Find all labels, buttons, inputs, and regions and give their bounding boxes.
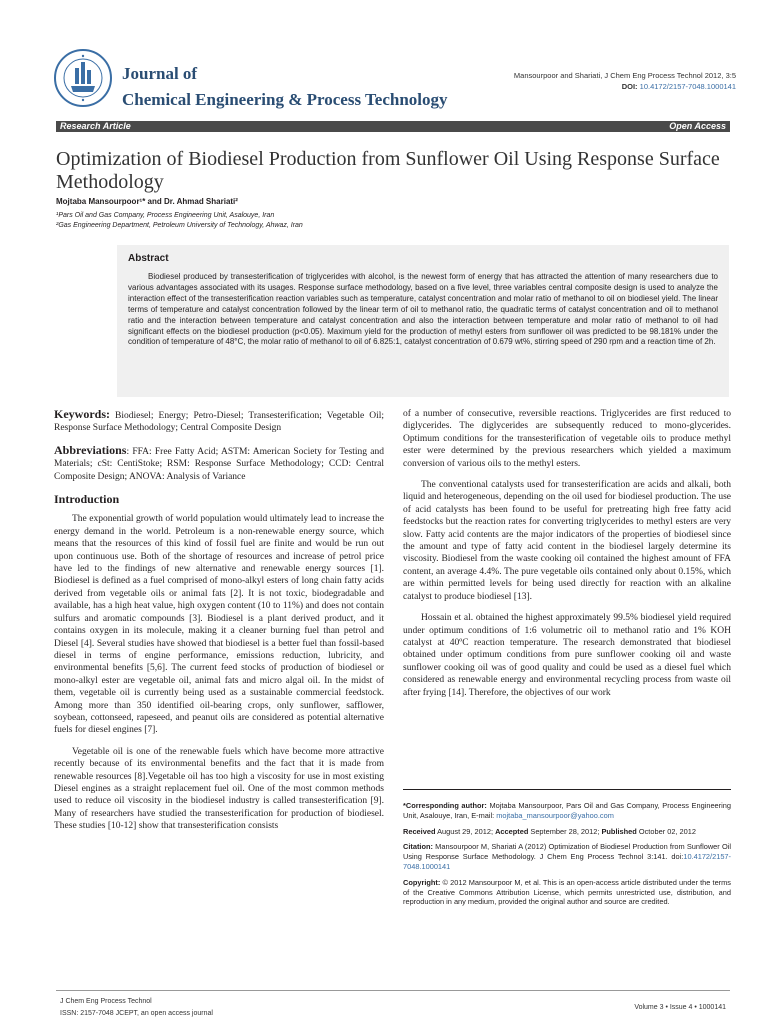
footer-issn: ISSN: 2157-7048 JCEPT, an open access journal [60,1010,213,1017]
corresponding-author [403,801,731,821]
abbreviations-paragraph [54,444,384,483]
corresponding-author-text: Mojtaba Mansourpoor, Pars Oil and Gas Company, Process Engineering Unit, Asalouye, Iran, E-mail: [403,801,731,820]
page-footer [56,990,730,1017]
accepted-date: September 28, 2012; [528,826,602,836]
citation-line: Mansourpoor and Shariati, J Chem Eng Process Technol 2012, 3:5 [513,71,736,80]
right-paragraph-2: The conventional catalysts used for transesterification are acids and alkali, both liquid and heterogeneous, depending on the oil used for biodiesel production. The use of acid catalysts has been found to be useful for pretreating high free fatty acid feedstocks but the reaction rates for converting triglycerides to methyl esters are very slow. Fatty acid contents are the major indicators of the properties of biodiesel since the amount and type of fatty acid content in the biodiesel largely determine its viscosity. Biodiesel from the waste cooking oil contained the highest amount of FFA content, an average 4.4%. The pure vegetable oils contained only about 0.15%, which are within permitted levels for being used directly for reaction with an alkaline catalyst to produce biodiesel [13]. [403,480,731,602]
abstract-heading: Abstract [128,253,169,264]
header-citation [514,70,736,92]
open-access-label: Open Access [669,121,726,131]
corresponding-author-label: *Corresponding author: [403,801,487,810]
accepted-label: Accepted [495,826,529,836]
copyright-label: Copyright: [403,877,441,887]
footer-journal: J Chem Eng Process Technol [60,998,152,1005]
keywords-text: Biodiesel; Energy; Petro-Diesel; Transesterification; Vegetable Oil; Response Surface Methodology; Central Composite Design [54,411,384,434]
abstract-box [117,245,729,397]
keywords-paragraph [54,408,384,435]
doi-label: DOI: [621,82,638,91]
dates-line [403,827,731,837]
correspondence-divider [403,789,731,790]
journal-logo-icon [53,48,113,108]
intro-paragraph-2: Vegetable oil is one of the renewable fuels which have become more attractive recently because of its environmental benefits and the fact that it is made from renewable resources [8].Vegetable oil has too high a viscosity for use in most existing Diesel engines as a straight replacement fuel oil. One of the most common methods used to reduce oil viscosity in the biodiesel industry is called transesterification [9]. Many of researchers have studied the transesterification for production of biodiesel. These studies [10-12] show that transesterification consists [54,746,384,832]
journal-title-line2: Chemical Engineering & Process Technology [122,90,448,109]
published-label: Published [601,826,637,836]
copyright-block [403,878,731,907]
citation-label: Citation: [403,842,433,852]
article-authors: Mojtaba Mansourpoor¹* and Dr. Ahmad Shariati² [56,197,238,206]
journal-title [122,63,448,111]
introduction-heading: Introduction [54,492,120,507]
right-paragraph-1: of a number of consecutive, reversible reactions. Triglycerides are first reduced to diglycerides. The diglycerides are subsequently reduced to mono-glycerides. Optimum conditions for the transesterification of vegetable oils to produce methyl ester were determined by the previous researchers which yielded a maximum conversion of various oils to the methyl esters. [403,409,731,469]
footer-volume: Volume 3 • Issue 4 • 1000141 [634,1004,726,1011]
citation-text: Mansourpoor M, Shariati A (2012) Optimization of Biodiesel Production from Sunflower Oil Using Response Surface Methodology. J Chem Eng Process Technol 3:141. doi: [403,842,731,862]
published-date: October 02, 2012 [636,826,696,836]
citation-doi-link[interactable]: 10.4172/2157-7048.1000141 [403,852,731,871]
abbreviations-text: : FFA: Free Fatty Acid; ASTM: American Society for Testing and Materials; cSt: CentiStoke; RSM: Response Surface Methodology; CCD: Central Composite Design; ANOVA: Analysis of Variance [54,446,384,482]
research-article-label: Research Article [60,121,131,131]
keywords-label: Keywords: [54,407,110,421]
right-column [403,408,731,699]
doi-link[interactable]: 10.4172/2157-7048.1000141 [639,82,736,91]
affiliation-1: ¹Pars Oil and Gas Company, Process Engineering Unit, Asalouye, Iran [56,212,275,219]
copyright-text: © 2012 Mansourpoor M, et al. This is an open-access article distributed under the terms of the Creative Commons Attribution License, which permits unrestricted use, distribution, and reproduction in any medium, provided the original author and source are credited. [403,877,731,907]
article-title: Optimization of Biodiesel Production from Sunflower Oil Using Response Surface Methodology [56,148,720,193]
affiliation-2: ²Gas Engineering Department, Petroleum University of Technology, Ahwaz, Iran [56,222,303,229]
received-date: August 29, 2012; [435,826,496,836]
correspondence-box [403,789,731,913]
abstract-text: Biodiesel produced by transesterification of triglycerides with alcohol, is the newest form of energy that has attracted the attention of many researchers due to various advantages associated with its usages. Response surface methodology, based on a five level, three variables central composite design is used to analyze the interaction effect of the transesterification reaction variables such as temperature, catalyst concentration and molar ratio of methanol to oil on biodiesel yield. The linear terms of temperature and catalyst concentration followed by the linear term of oil to methanol ratio, the quadratic terms of catalyst concentration and oil to methanol ratio and the interaction between temperature and catalyst concentration and also the interaction between temperature and molar ratio of methanol to oil had significant effects on the biodiesel production (p<0.05). Maximum yield for the production of methyl esters from sunflower oil was predicted to be 98.181% under the condition of temperature of 48°C, the molar ratio of methanol to oil of 6.825:1, catalyst concentration of 0.679 wt%, stirring speed of 290 rpm and a reaction time of 2h. [128,272,718,347]
abbreviations-label: Abbreviations [54,442,127,457]
citation-block [403,842,731,871]
right-paragraph-3: Hossain et al. obtained the highest approximately 99.5% biodiesel yield required under optimum conditions of 1:6 volumetric oil to methanol ratio and 1% KOH catalyst at 40ºC reaction temperature. The research demonstrated that biodiesel obtained under optimum conditions from pure sunflower cooking oil and waste sunflower cooking oil was of good quality and could be used as a diesel fuel which considered as renewable energy and environmental recycling process from waste oil after frying [14]. Therefore, the objectives of our work [403,613,731,698]
received-label: Received [403,826,436,836]
author-email-link[interactable]: mojtaba_mansourpoor@yahoo.com [496,810,614,820]
article-type-bar [56,121,730,132]
intro-paragraph-1: The exponential growth of world population would ultimately lead to increase the energy demand in the world. Petroleum is a non-renewable energy source, which means that the resources of this kind of fossil fuel are finite and would be run out upon continuous use. Both of the shortage of resources and increase of petrol price have led to the findings of new alternative and renewable energy sources [1]. Biodiesel is defined as a fuel comprised of mono-alkyl esters of long chain fatty acids derived from vegetable oils or animal fats [2]. It is not toxic, biodegradable and available, has a high heat value, high oxygen content (10 to 11%) and does not contain sulfurs and aromatic compounds [3]. Biodiesel is a plant derived product, and it contains oxygen in its molecule, making it a cleaner burning fuel than petrol and Diesel [4]. Several studies have showed that biodiesel is a better fuel than fossil-based diesel in terms of engine performance, emissions reduction, lubricity, and environmental benefits [5,6]. The current feed stocks of production of biodiesel or mono-alkyl ester are vegetable oil, animal fats and micro algal oil. In the midst of them, vegetable oil is currently being used as a sustainable commercial feedstock. Among more than 350 identified oil-bearing crops, only sunflower, safflower, soybean, cottonseed, rapeseed, and peanut oils are considered as potential alternative fuels for diesel engines [7]. [54,514,384,736]
left-column [54,408,384,833]
journal-title-line1: Journal of [122,64,198,83]
